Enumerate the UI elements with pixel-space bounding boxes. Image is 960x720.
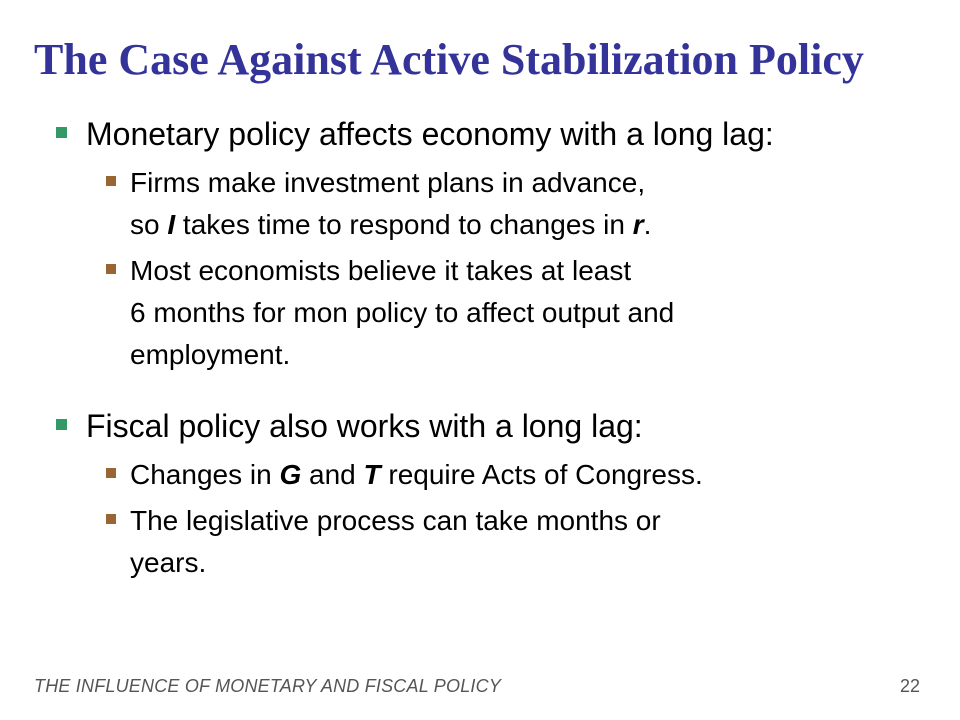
bullet-text: Monetary policy affects economy with a long lag: [86,116,774,152]
sub-bullet-list [104,162,932,376]
sub-bullet-line [130,162,932,204]
slide-title: The Case Against Active Stabilization Policy [34,35,864,84]
sub-bullet-line [130,454,932,496]
square-bullet-icon [106,176,116,186]
sub-bullet-list [104,454,932,584]
variable-taxes: T [363,459,381,490]
slide-footer: THE INFLUENCE OF MONETARY AND FISCAL POLICY [34,676,502,696]
variable-investment: I [167,209,176,240]
sub-bullet-line [130,334,932,376]
sub-bullet-legislative-process [104,500,932,584]
text-run: . [643,209,652,240]
text-run: Firms make investment plans in advance, [130,167,646,198]
sub-bullet-acts-of-congress [104,454,932,496]
square-bullet-icon [56,127,67,138]
square-bullet-icon [106,514,116,524]
text-run: Most economists believe it takes at least [130,255,632,286]
bullet-list [52,112,932,588]
sub-bullet-line [130,500,932,542]
square-bullet-icon [106,468,116,478]
sub-bullet-line [130,250,932,292]
text-run: The legislative process can take months or [130,505,661,536]
page-number: 22 [900,676,921,696]
sub-bullet-six-months [104,250,932,376]
text-run: require Acts of Congress. [380,459,703,490]
sub-bullet-line [130,204,932,246]
sub-bullet-line [130,542,932,584]
text-run: so [130,209,168,240]
sub-bullet-line [130,292,932,334]
text-run: Changes in [130,459,280,490]
bullet-text: Fiscal policy also works with a long lag: [86,408,643,444]
text-run: 6 months for mon policy to affect output and [130,297,675,328]
bullet-monetary-lag [52,112,932,156]
text-run: takes time to respond to changes in [175,209,633,240]
text-run: years. [130,547,207,578]
sub-bullet-investment-plans [104,162,932,246]
text-run: and [301,459,364,490]
variable-government-spending: G [279,459,302,490]
bullet-fiscal-lag [52,404,932,448]
text-run: employment. [130,339,291,370]
square-bullet-icon [106,264,116,274]
variable-interest-rate: r [632,209,644,240]
square-bullet-icon [56,419,67,430]
